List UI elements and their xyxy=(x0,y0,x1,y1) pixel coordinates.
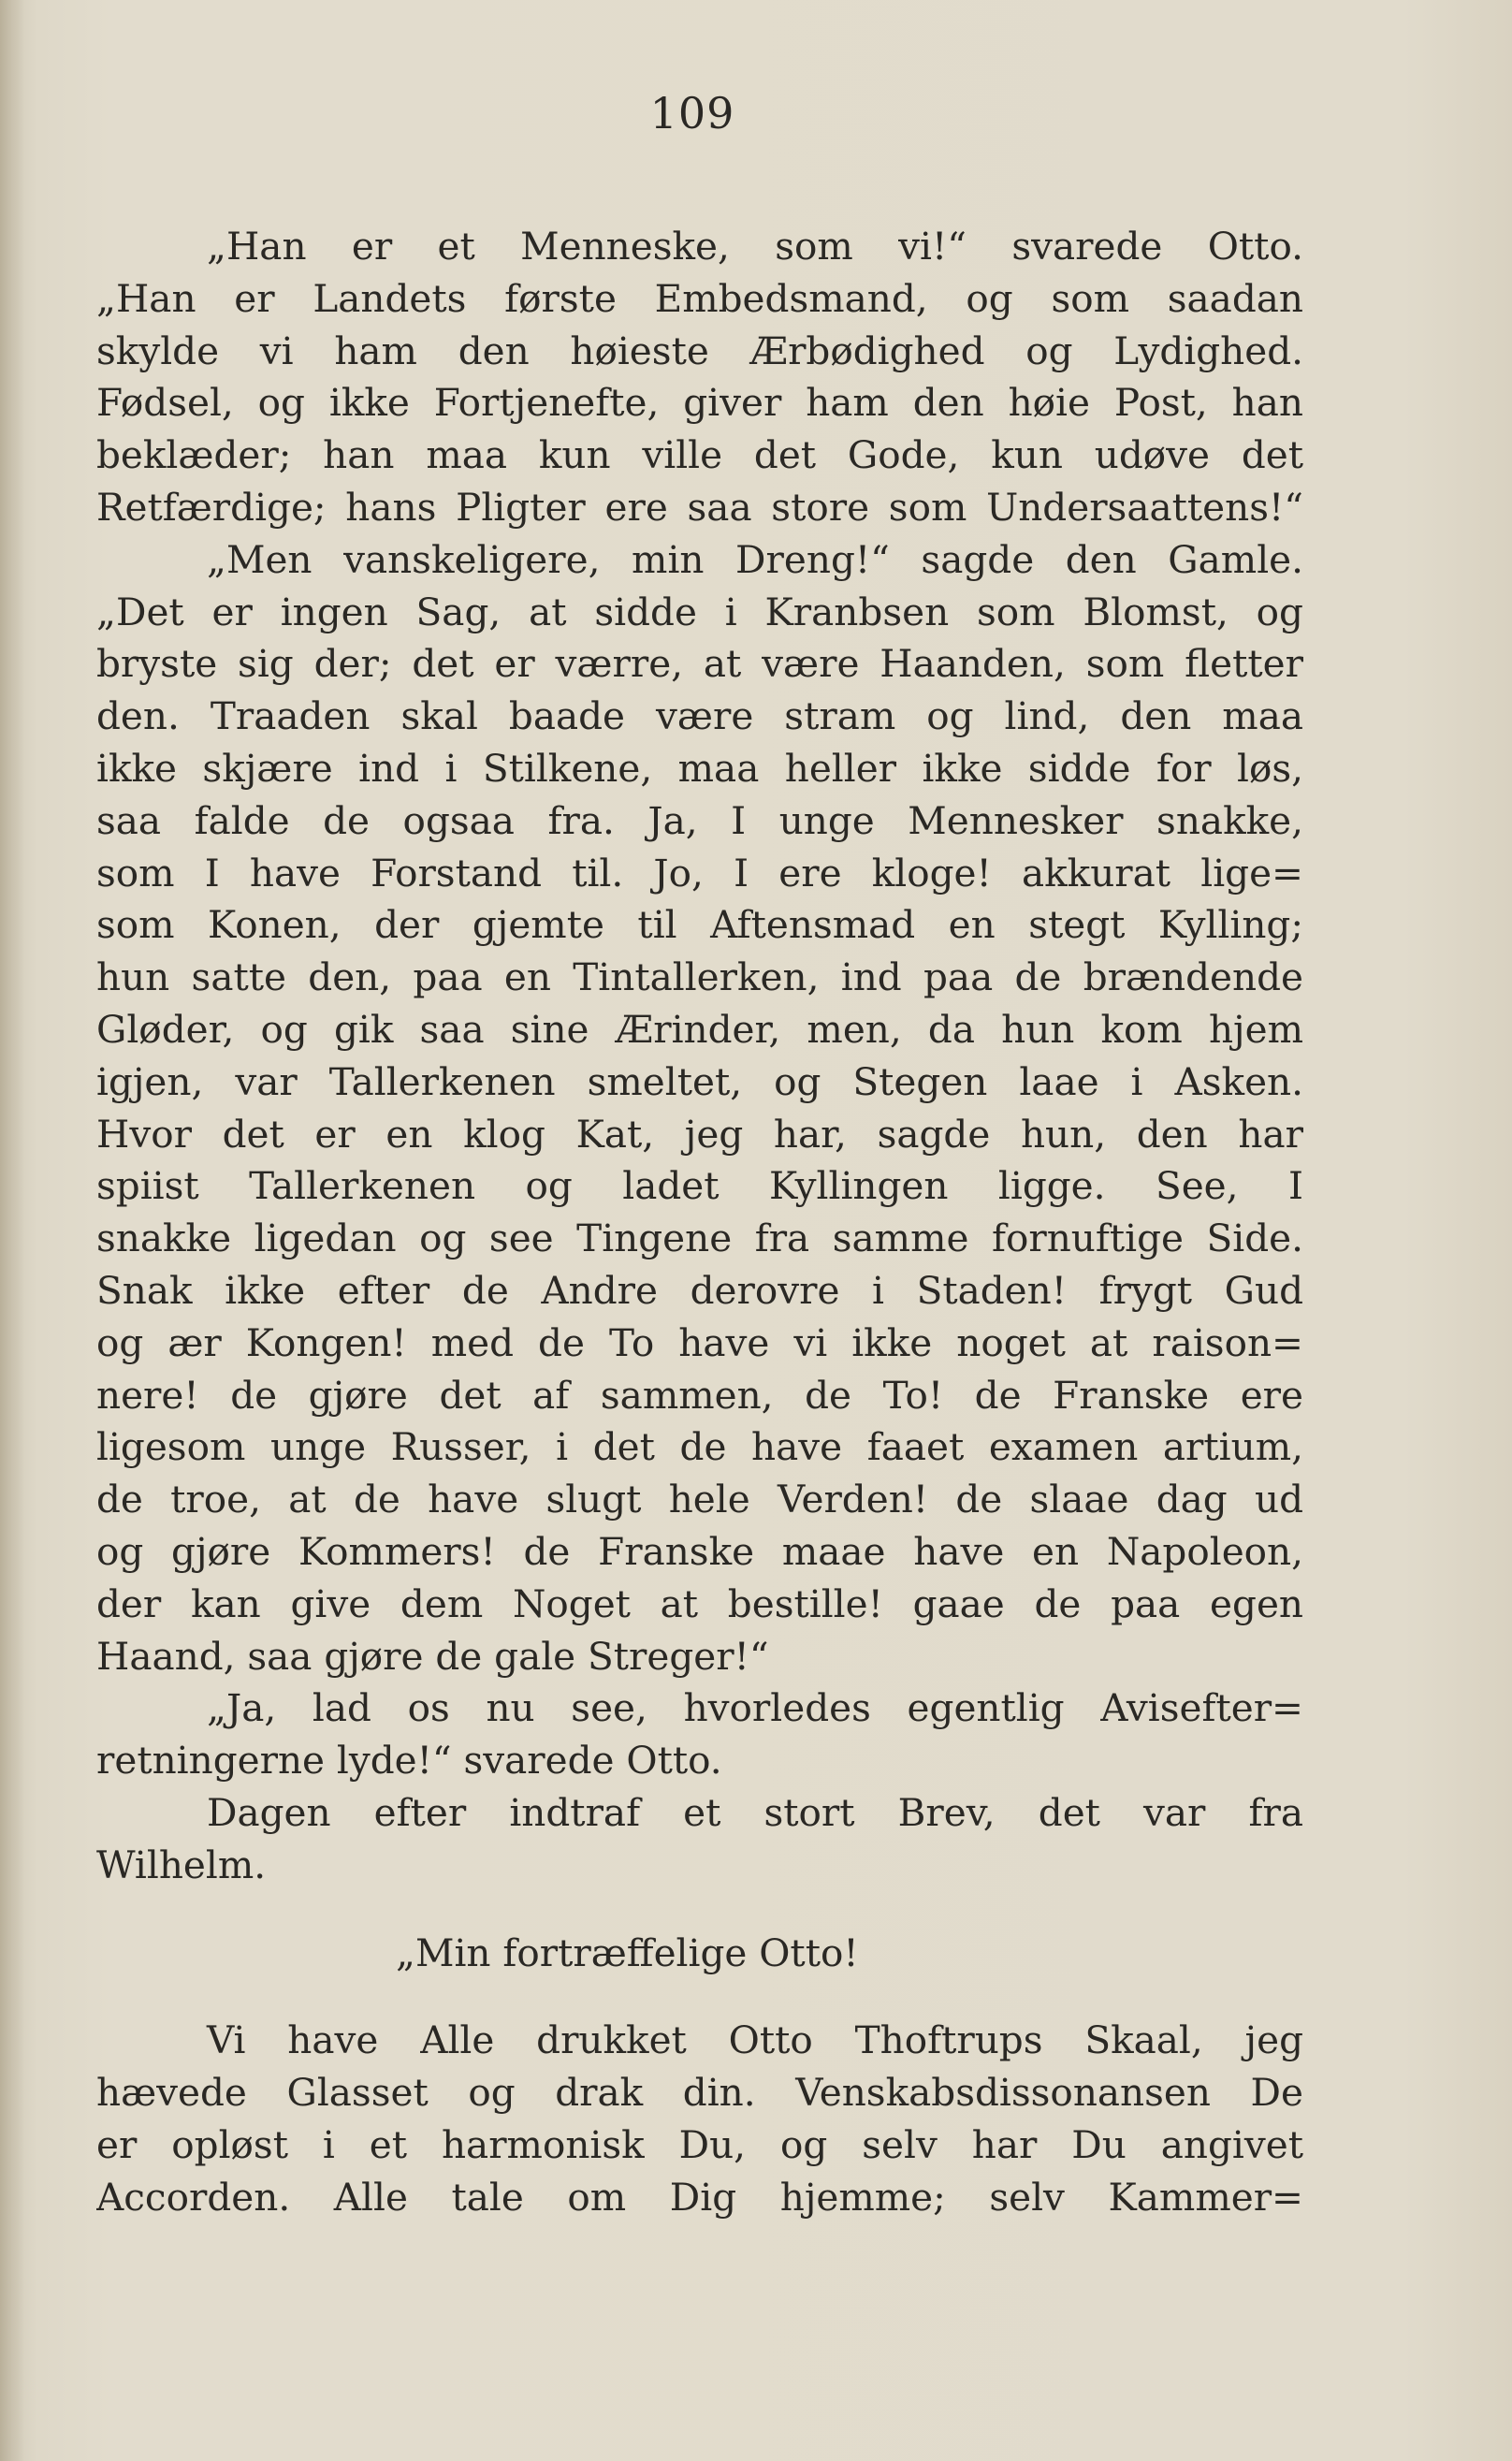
letter-salutation: „Min fortræffelige Otto! xyxy=(396,1929,859,1975)
text-line: ikke skjære ind i Stilkene, maa heller ikke sidde for løs, xyxy=(96,745,1303,791)
text-line: hun satte den, paa en Tintallerken, ind paa de brændende xyxy=(96,954,1303,1000)
text-line: hævede Glasset og drak din. Venskabsdissonansen De xyxy=(96,2070,1303,2116)
text-line: ligesom unge Russer, i det de have faaet examen artium, xyxy=(96,1424,1303,1470)
text-line: Fødsel, og ikke Fortjenefte, giver ham den høie Post, han xyxy=(96,380,1303,426)
text-line: „Han er et Menneske, som vi!“ svarede Otto. xyxy=(207,224,1303,269)
text-line: retningerne lyde!“ svarede Otto. xyxy=(96,1738,722,1784)
text-line: Haand, saa gjøre de gale Streger!“ xyxy=(96,1633,769,1679)
text-line: er opløst i et harmonisk Du, og selv har Du angivet xyxy=(96,2121,1303,2167)
page-number: 109 xyxy=(649,88,735,138)
text-line: og gjøre Kommers! de Franske maae have en Napoleon, xyxy=(96,1528,1303,1574)
text-line: Accorden. Alle tale om Dig hjemme; selv Kammer= xyxy=(96,2174,1303,2220)
text-line: Snak ikke efter de Andre derovre i Staden! frygt Gud xyxy=(96,1267,1303,1313)
text-line: Gløder, og gik saa sine Ærinder, men, da hun kom hjem xyxy=(96,1006,1303,1052)
body-text xyxy=(96,221,1303,2223)
text-line: som I have Forstand til. Jo, I ere kloge! akkurat lige= xyxy=(96,850,1303,896)
text-line: igjen, var Tallerkenen smeltet, og Stegen laae i Asken. xyxy=(96,1058,1303,1104)
text-line: Dagen efter indtraf et stort Brev, det var fra xyxy=(207,1789,1303,1835)
text-line: spiist Tallerkenen og ladet Kyllingen ligge. See, I xyxy=(96,1163,1303,1209)
text-line: „Det er ingen Sag, at sidde i Kranbsen som Blomst, og xyxy=(96,589,1303,634)
paragraph-spacer xyxy=(96,1892,1303,1928)
text-line: nere! de gjøre det af sammen, de To! de Franske ere xyxy=(96,1372,1303,1418)
text-line: „Han er Landets første Embedsmand, og som saadan xyxy=(96,275,1303,321)
page-gutter-shadow xyxy=(0,0,24,2461)
text-line: som Konen, der gjemte til Aftensmad en stegt Kylling; xyxy=(96,902,1303,948)
text-line: snakke ligedan og see Tingene fra samme fornuftige Side. xyxy=(96,1216,1303,1261)
text-line: skylde vi ham den høieste Ærbødighed og Lydighed. xyxy=(96,328,1303,373)
text-line: de troe, at de have slugt hele Verden! de slaae dag ud xyxy=(96,1477,1303,1522)
text-line: „Men vanskeligere, min Dreng!“ sagde den Gamle. xyxy=(207,536,1303,582)
text-line: Hvor det er en klog Kat, jeg har, sagde hun, den har xyxy=(96,1111,1303,1157)
text-line: og ær Kongen! med de To have vi ikke noget at raison= xyxy=(96,1319,1303,1365)
text-line: saa falde de ogsaa fra. Ja, I unge Mennesker snakke, xyxy=(96,797,1303,843)
text-line: Vi have Alle drukket Otto Thoftrups Skaal, jeg xyxy=(207,2017,1303,2063)
text-line: beklæder; han maa kun ville det Gode, kun udøve det xyxy=(96,432,1303,478)
text-line: bryste sig der; det er værre, at være Haanden, som fletter xyxy=(96,641,1303,687)
text-line: „Ja, lad os nu see, hvorledes egentlig Avisefter= xyxy=(207,1685,1303,1731)
text-line: Wilhelm. xyxy=(96,1842,267,1887)
text-line: den. Traaden skal baade være stram og lind, den maa xyxy=(96,693,1303,739)
text-line: Retfærdige; hans Pligter ere saa store som Undersaattens!“ xyxy=(96,484,1303,530)
text-line: der kan give dem Noget at bestille! gaae de paa egen xyxy=(96,1580,1303,1626)
paragraph-spacer xyxy=(96,1979,1303,2015)
